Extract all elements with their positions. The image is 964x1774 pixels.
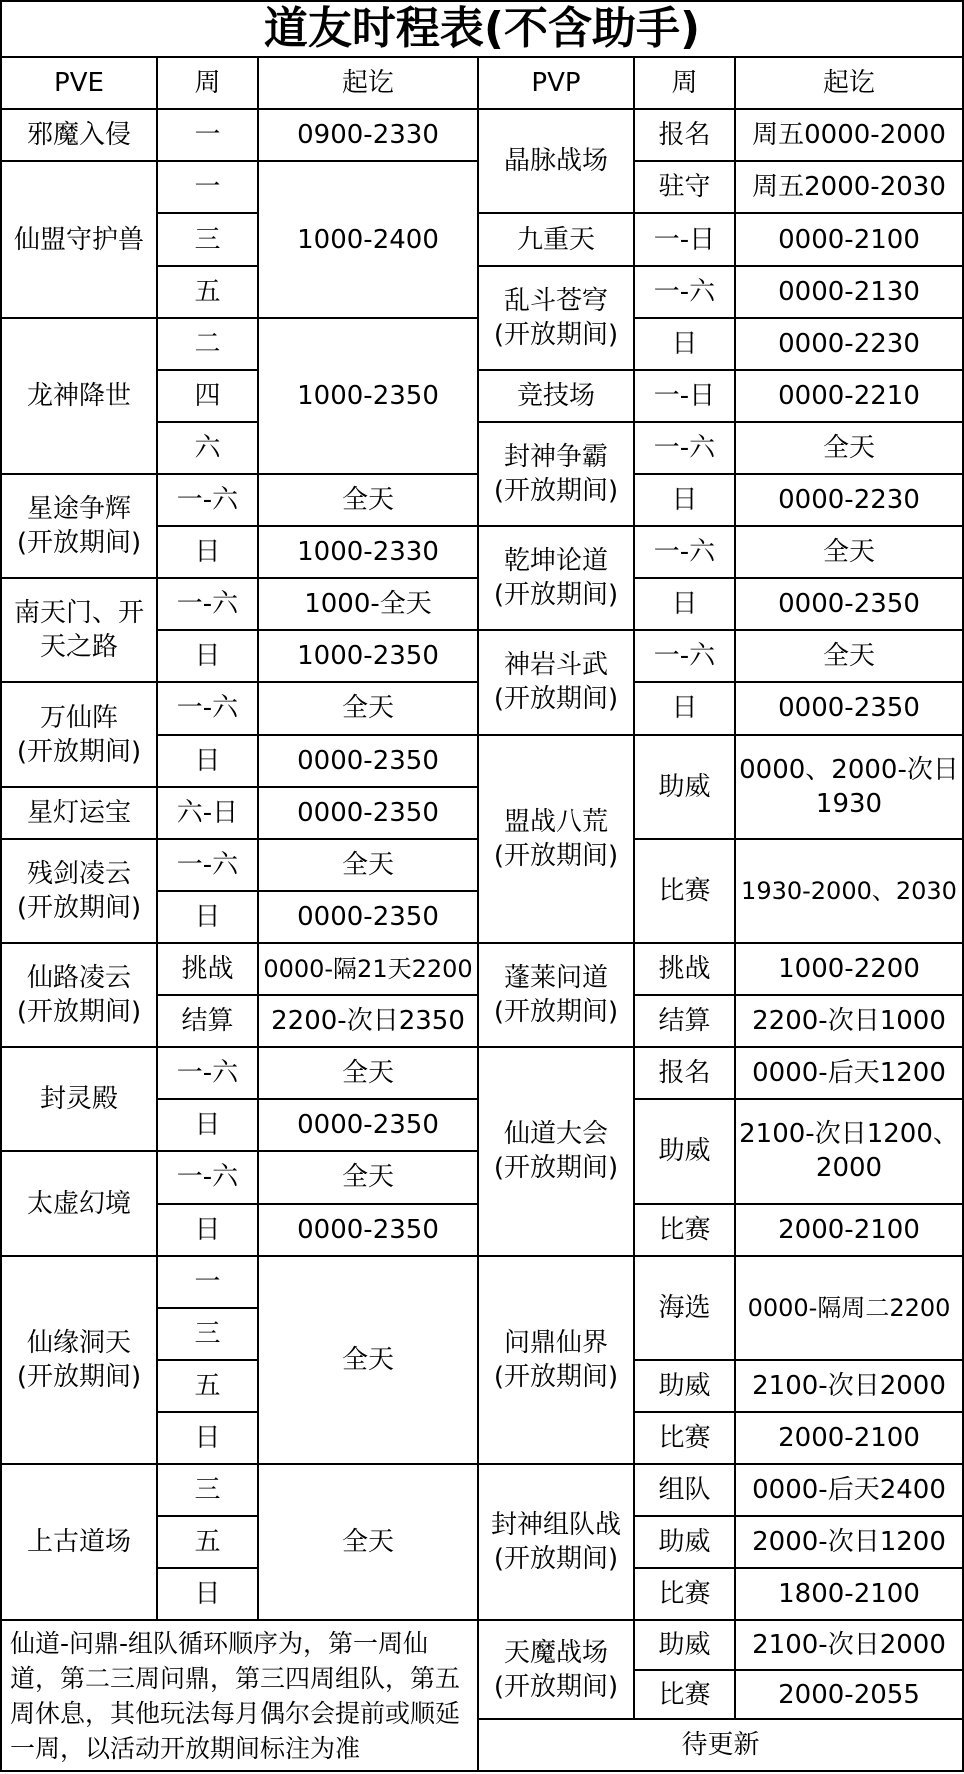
day-cell: 六 [157, 422, 258, 474]
activity-name: 上古道场 [1, 1464, 157, 1620]
rotation-note: 仙道-问鼎-组队循环顺序为，第一周仙道，第二三周问鼎，第三四周组队，第五周休息，其他玩法每月偶尔会提前或顺延一周，以活动开放期间标注为准 [1, 1620, 478, 1771]
activity-name: 晶脉战场 [478, 109, 634, 213]
day-cell: 日 [157, 735, 258, 787]
time-cell: 0000-2230 [735, 474, 963, 526]
time-cell: 0000-2100 [735, 213, 963, 265]
day-cell: 比赛 [634, 1670, 735, 1719]
time-cell: 0000-2350 [258, 787, 478, 839]
time-cell: 0000-2130 [735, 266, 963, 318]
activity-name: 问鼎仙界 (开放期间) [478, 1256, 634, 1464]
activity-name: 仙盟守护兽 [1, 161, 157, 317]
time-cell: 全天 [258, 1464, 478, 1620]
time-cell: 2100-次日2000 [735, 1360, 963, 1412]
day-cell: 报名 [634, 1047, 735, 1099]
day-cell: 挑战 [157, 943, 258, 995]
day-cell: 一-六 [157, 1047, 258, 1099]
activity-name: 封神组队战 (开放期间) [478, 1464, 634, 1620]
time-cell: 全天 [258, 1047, 478, 1099]
day-cell: 一 [157, 1256, 258, 1308]
activity-name: 乱斗苍穹 (开放期间) [478, 266, 634, 370]
time-cell: 0000-2230 [735, 318, 963, 370]
page-title: 道友时程表(不含助手) [1, 1, 963, 57]
day-cell: 五 [157, 1360, 258, 1412]
time-cell: 0000-2350 [258, 1204, 478, 1256]
day-cell: 比赛 [634, 1568, 735, 1620]
day-cell: 五 [157, 266, 258, 318]
time-cell: 周五2000-2030 [735, 161, 963, 213]
day-cell: 日 [157, 1099, 258, 1151]
time-cell: 0000-2350 [258, 735, 478, 787]
day-cell: 结算 [157, 995, 258, 1047]
time-cell: 1000-2350 [258, 630, 478, 682]
time-cell: 2000-2100 [735, 1204, 963, 1256]
day-cell: 日 [634, 318, 735, 370]
day-cell: 日 [634, 474, 735, 526]
time-cell: 全天 [735, 526, 963, 578]
time-cell: 2200-次日1000 [735, 995, 963, 1047]
day-cell: 助威 [634, 735, 735, 839]
time-cell: 0000-2350 [258, 891, 478, 943]
day-cell: 日 [634, 682, 735, 734]
header-pve: PVE [1, 57, 157, 109]
time-cell: 全天 [258, 682, 478, 734]
time-cell: 2000-次日1200 [735, 1516, 963, 1568]
day-cell: 一-六 [157, 1151, 258, 1203]
time-cell: 0000-隔21天2200 [258, 943, 478, 995]
day-cell: 助威 [634, 1516, 735, 1568]
activity-name: 蓬莱问道 (开放期间) [478, 943, 634, 1047]
day-cell: 日 [634, 578, 735, 630]
day-cell: 一-六 [634, 422, 735, 474]
day-cell: 组队 [634, 1464, 735, 1516]
day-cell: 驻守 [634, 161, 735, 213]
time-cell: 1000-全天 [258, 578, 478, 630]
time-cell: 0000-隔周二2200 [735, 1256, 963, 1360]
time-cell: 0000-后天1200 [735, 1047, 963, 1099]
day-cell: 报名 [634, 109, 735, 161]
day-cell: 一-六 [634, 526, 735, 578]
time-cell: 2200-次日2350 [258, 995, 478, 1047]
day-cell: 一-六 [157, 474, 258, 526]
day-cell: 三 [157, 1308, 258, 1360]
activity-name: 万仙阵 (开放期间) [1, 682, 157, 786]
time-cell: 0000-2350 [735, 682, 963, 734]
activity-name: 星途争辉 (开放期间) [1, 474, 157, 578]
activity-name: 天魔战场 (开放期间) [478, 1620, 634, 1719]
header-time: 起讫 [735, 57, 963, 109]
day-cell: 一-六 [157, 682, 258, 734]
day-cell: 日 [157, 1412, 258, 1464]
activity-name: 神岩斗武 (开放期间) [478, 630, 634, 734]
day-cell: 挑战 [634, 943, 735, 995]
header-time: 起讫 [258, 57, 478, 109]
day-cell: 日 [157, 526, 258, 578]
activity-name: 南天门、开 天之路 [1, 578, 157, 682]
time-cell: 全天 [258, 1151, 478, 1203]
activity-name: 仙路凌云 (开放期间) [1, 943, 157, 1047]
day-cell: 比赛 [634, 1204, 735, 1256]
day-cell: 三 [157, 213, 258, 265]
time-cell: 1000-2200 [735, 943, 963, 995]
activity-name: 残剑凌云 (开放期间) [1, 839, 157, 943]
activity-name: 盟战八荒 (开放期间) [478, 735, 634, 943]
time-cell: 周五0000-2000 [735, 109, 963, 161]
time-cell: 1930-2000、2030 [735, 839, 963, 943]
time-cell: 1000-2350 [258, 318, 478, 474]
day-cell: 五 [157, 1516, 258, 1568]
time-cell: 2100-次日1200、 2000 [735, 1099, 963, 1203]
day-cell: 助威 [634, 1360, 735, 1412]
time-cell: 2000-2055 [735, 1670, 963, 1719]
day-cell: 四 [157, 370, 258, 422]
day-cell: 海选 [634, 1256, 735, 1360]
day-cell: 一-日 [634, 213, 735, 265]
day-cell: 二 [157, 318, 258, 370]
day-cell: 一-六 [157, 578, 258, 630]
day-cell: 比赛 [634, 1412, 735, 1464]
activity-name: 仙道大会 (开放期间) [478, 1047, 634, 1255]
time-cell: 全天 [258, 1256, 478, 1464]
day-cell: 三 [157, 1464, 258, 1516]
activity-name: 星灯运宝 [1, 787, 157, 839]
day-cell: 日 [157, 891, 258, 943]
time-cell: 0000-后天2400 [735, 1464, 963, 1516]
activity-name: 封神争霸 (开放期间) [478, 422, 634, 526]
activity-name: 龙神降世 [1, 318, 157, 474]
activity-name: 九重天 [478, 213, 634, 265]
day-cell: 一-六 [634, 630, 735, 682]
time-cell: 2000-2100 [735, 1412, 963, 1464]
day-cell: 一-六 [634, 266, 735, 318]
activity-name: 封灵殿 [1, 1047, 157, 1151]
day-cell: 助威 [634, 1620, 735, 1669]
header-pvp: PVP [478, 57, 634, 109]
header-week: 周 [634, 57, 735, 109]
day-cell: 日 [157, 630, 258, 682]
time-cell: 2100-次日2000 [735, 1620, 963, 1669]
day-cell: 一 [157, 109, 258, 161]
time-cell: 0000-2350 [258, 1099, 478, 1151]
activity-name: 邪魔入侵 [1, 109, 157, 161]
time-cell: 0000-2210 [735, 370, 963, 422]
day-cell: 结算 [634, 995, 735, 1047]
time-cell: 全天 [258, 474, 478, 526]
day-cell: 一-六 [157, 839, 258, 891]
time-cell: 0000、2000-次日 1930 [735, 735, 963, 839]
activity-name: 仙缘洞天 (开放期间) [1, 1256, 157, 1464]
day-cell: 助威 [634, 1099, 735, 1203]
day-cell: 一-日 [634, 370, 735, 422]
time-cell: 0900-2330 [258, 109, 478, 161]
time-cell: 1000-2330 [258, 526, 478, 578]
day-cell: 一 [157, 161, 258, 213]
day-cell: 日 [157, 1204, 258, 1256]
time-cell: 1000-2400 [258, 161, 478, 317]
time-cell: 全天 [735, 630, 963, 682]
day-cell: 日 [157, 1568, 258, 1620]
activity-name: 太虚幻境 [1, 1151, 157, 1255]
time-cell: 1800-2100 [735, 1568, 963, 1620]
activity-name: 乾坤论道 (开放期间) [478, 526, 634, 630]
day-cell: 六-日 [157, 787, 258, 839]
time-cell: 全天 [735, 422, 963, 474]
time-cell: 全天 [258, 839, 478, 891]
header-week: 周 [157, 57, 258, 109]
time-cell: 0000-2350 [735, 578, 963, 630]
activity-name: 竞技场 [478, 370, 634, 422]
day-cell: 比赛 [634, 839, 735, 943]
pending-update: 待更新 [478, 1719, 963, 1771]
